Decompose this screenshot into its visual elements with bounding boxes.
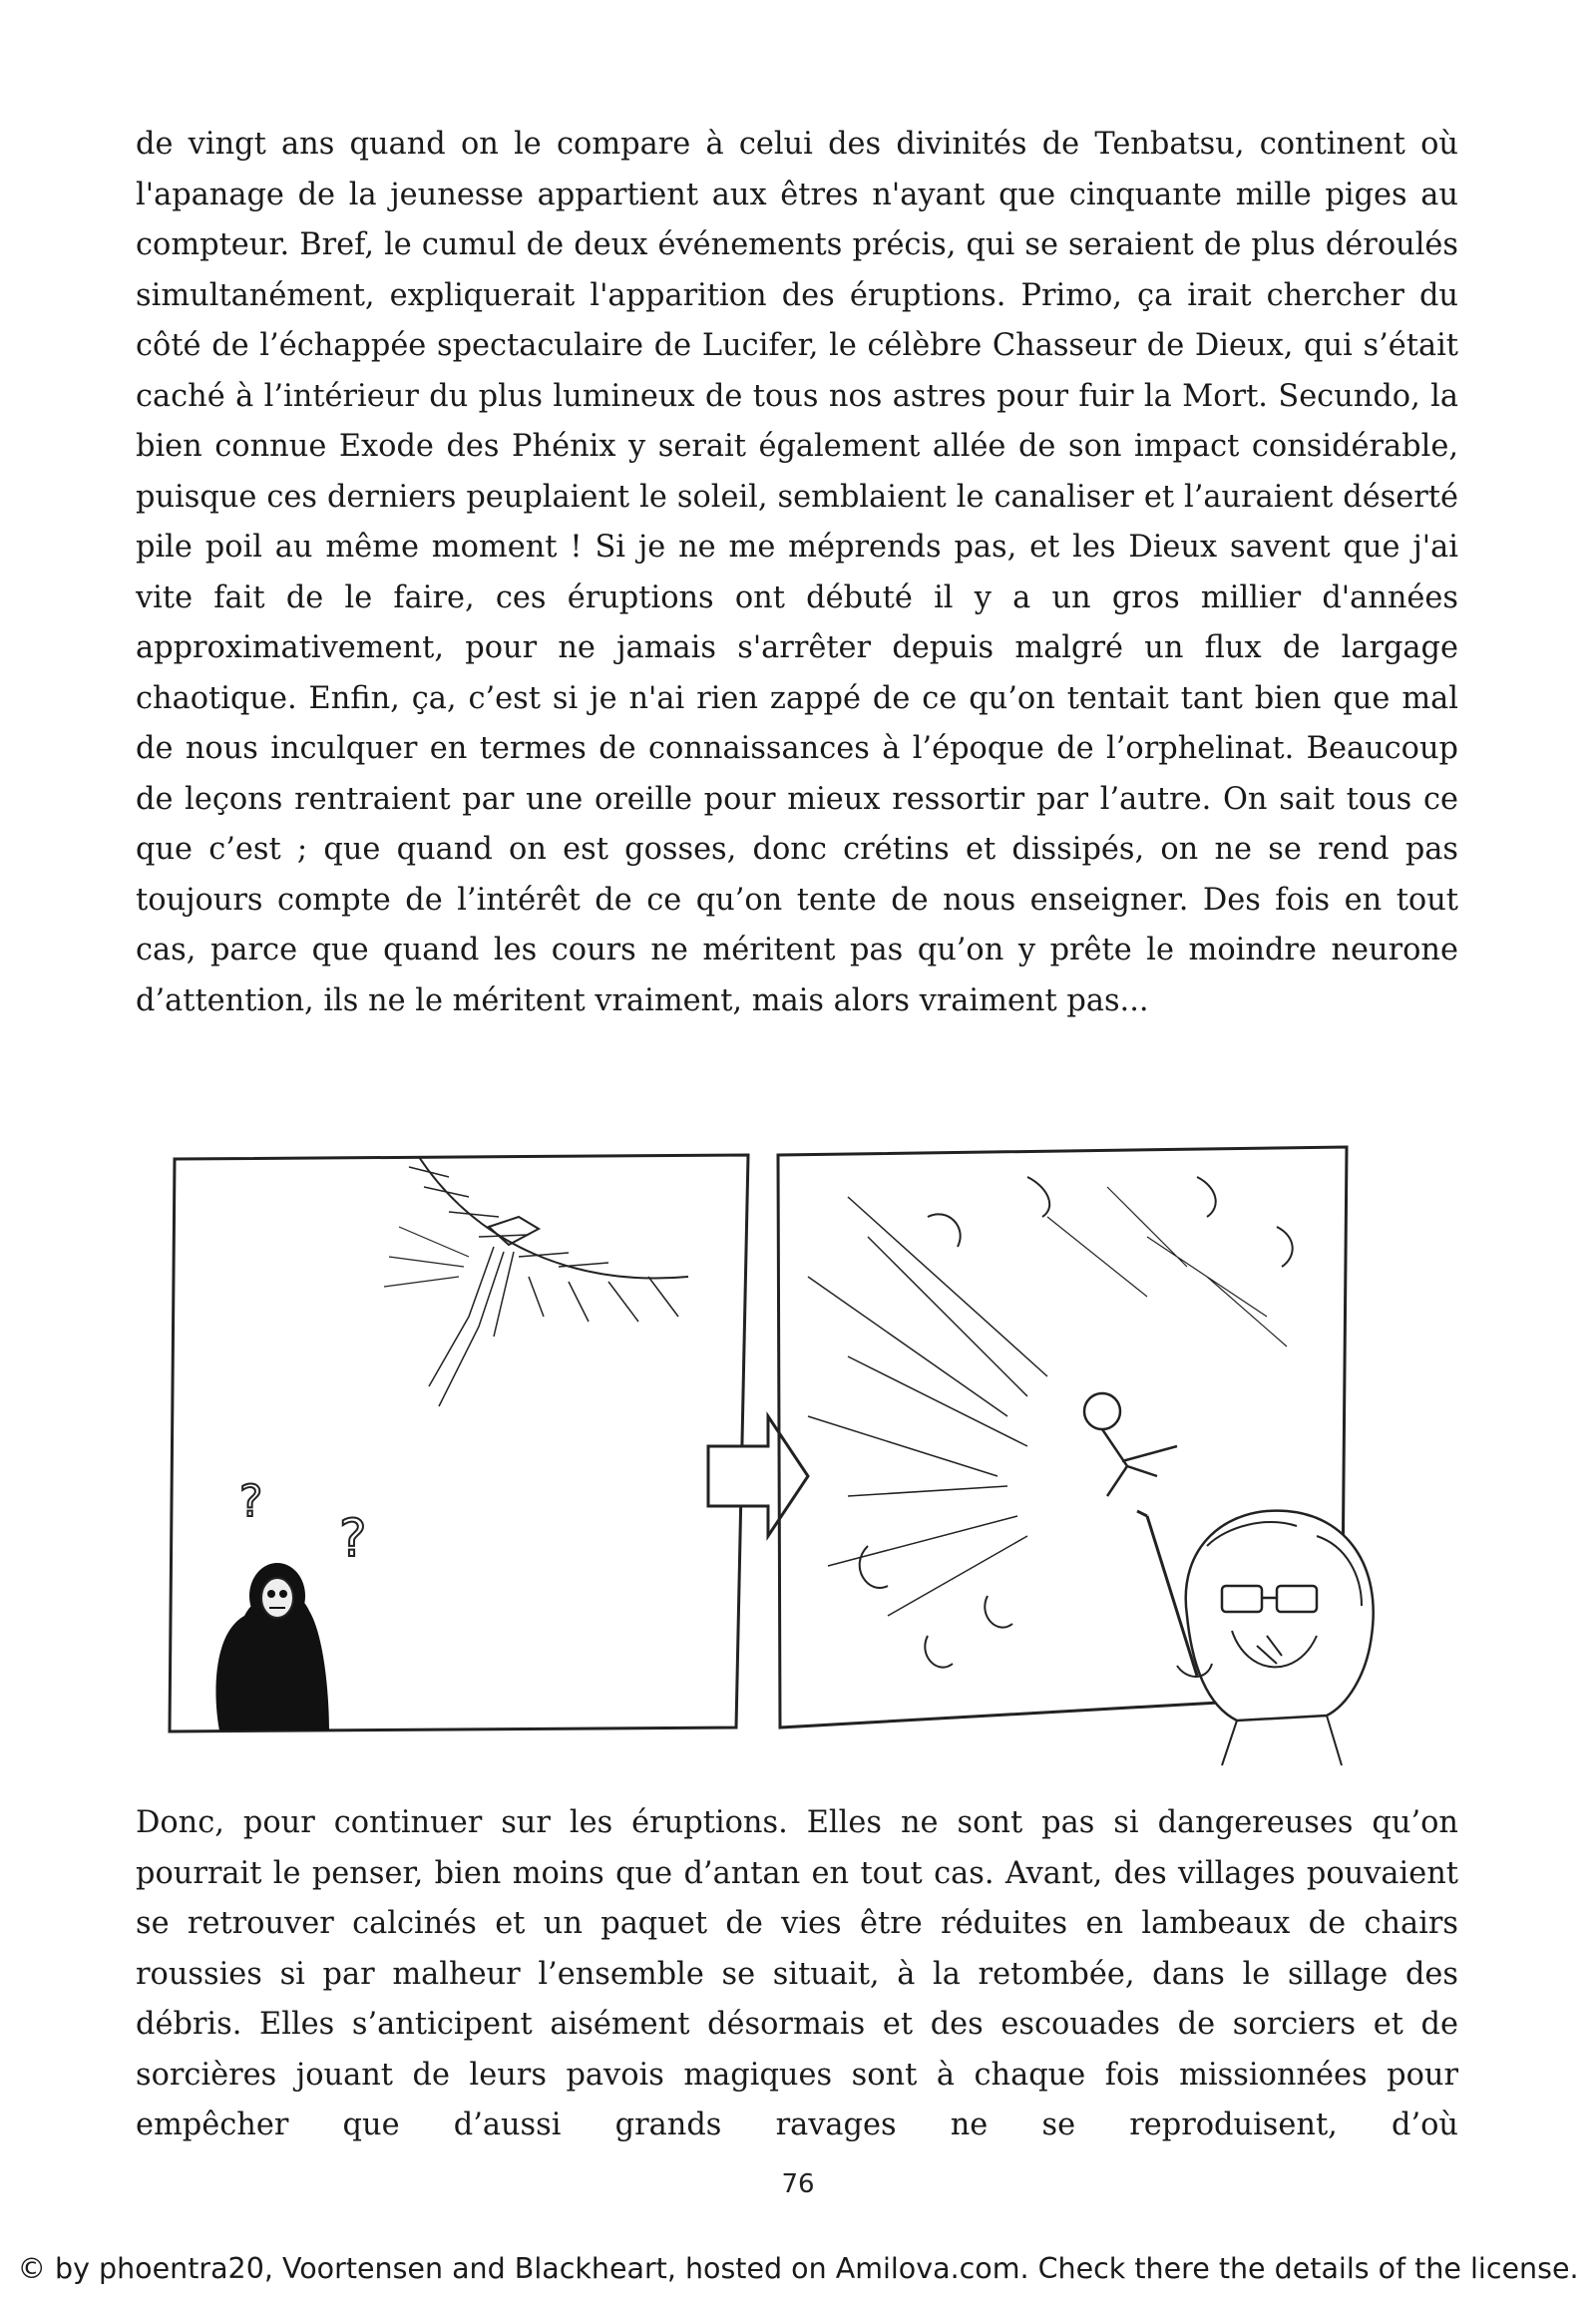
narrator-figure xyxy=(1137,1511,1374,1765)
body-text-bottom xyxy=(136,1798,1458,2151)
license-footer: © by phoentra20, Voortensen and Blackheart, hosted on Amilova.com. Check there the details of the license. xyxy=(17,2252,1579,2285)
paragraph: de vingt ans quand on le compare à celui des divinités de Tenbatsu, continent où l'apanage de la jeunesse appartient aux êtres n'ayant que cinquante mille piges au compteur. Bref, le cumul de deux événements précis, qui se seraient de plus déroulés simultanément, expliquerait l'apparition des éruptions. Primo, ça irait chercher du côté de l’échappée spectaculaire de Lucifer, le célèbre Chasseur de Dieux, qui s’était caché à l’intérieur du plus lumineux de tous nos astres pour fuir la Mort. Secundo, la bien connue Exode des Phénix y serait également allée de son impact considérable, puisque ces derniers peuplaient le soleil, semblaient le canaliser et l’auraient déserté pile poil au même moment ! Si je ne me méprends pas, et les Dieux savent que j'ai vite fait de le faire, ces éruptions ont débuté il y a un gros millier d'années approximativement, pour ne jamais s'arrêter depuis malgré un flux de largage chaotique. Enfin, ça, c’est si je n'ai rien zappé de ce qu’on tentait tant bien que mal de nous inculquer en termes de connaissances à l’époque de l’orphelinat. Beaucoup de leçons rentraient par une oreille pour mieux ressortir par l’autre. On sait tous ce que c’est ; que quand on est gosses, donc crétins et dissipés, on ne se rend pas toujours compte de l’intérêt de ce qu’on tente de nous enseigner. Des fois en tout cas, parce que quand les cours ne méritent pas qu’on y prête le moindre neurone d’attention, ils ne le méritent vraiment, mais alors vraiment pas... xyxy=(136,127,1458,1018)
body-text-top xyxy=(136,120,1458,1026)
arrow-right-icon xyxy=(708,1416,808,1536)
paragraph: Donc, pour continuer sur les éruptions. Elles ne sont pas si dangereuses qu’on pourrait le penser, bien moins que d’antan en tout cas. Avant, des villages pouvaient se retrouver calcinés et un paquet de vies être réduites en lambeaux de chairs roussies si par malheur l’ensemble se situait, à la retombée, dans le sillage des débris. Elles s’anticipent aisément désormais et des escouades de sorciers et de sorcières jouant de leurs pavois magiques sont à chaque fois missionnées pour empêcher que d’aussi grands ravages ne se reproduisent, d’où xyxy=(136,1805,1458,2142)
comic-illustration xyxy=(150,1117,1446,1775)
question-mark-1: ? xyxy=(239,1476,263,1527)
question-mark-2: ? xyxy=(339,1509,367,1569)
page-number: 76 xyxy=(781,2169,815,2199)
grim-reaper-figure xyxy=(215,1563,329,1730)
